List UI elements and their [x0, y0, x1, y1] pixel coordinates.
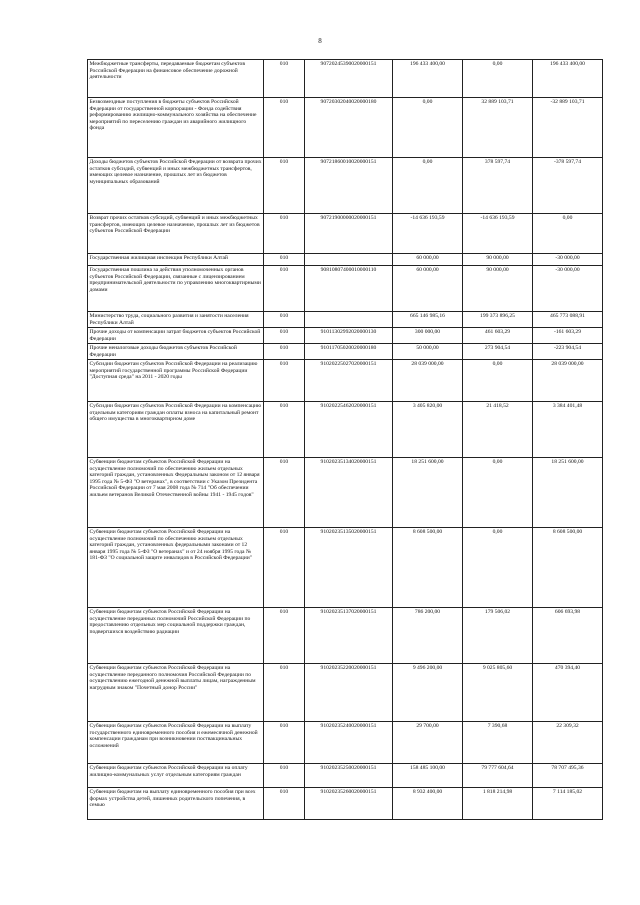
table-row: [88, 344, 603, 360]
row-kbk-cell: 91020235250020000151: [305, 764, 393, 788]
row-name-cell: Прочие доходы от компенсации затрат бюджетов субъектов Российской Федерации: [88, 328, 264, 344]
row-code-cell: 010: [264, 60, 305, 98]
row-kbk-cell: 91020235134020000151: [305, 458, 393, 528]
budget-revenue-table: [87, 59, 603, 820]
row-name-cell: Субвенции бюджетам субъектов Российской Федерации на осуществление полномочий по обеспечению жильем отдельных категорий граждан, установленных Федеральным законом от 12 января 1995 года № 5-ФЗ "О ветеранах", в соответствии с Указом Президента Российской Федерации от 7 мая 2008 года № 714 "Об обеспечении жильем ветеранов Великой Отечественной войны 1941 - 1945 годов": [88, 458, 264, 528]
executed-amount-cell: 21 418,52: [463, 402, 533, 458]
row-code-cell: 010: [264, 722, 305, 764]
table-row: [88, 722, 603, 764]
row-code-cell: 010: [264, 608, 305, 664]
remaining-amount-cell: -30 000,00: [533, 266, 603, 312]
remaining-amount-cell: 22 309,32: [533, 722, 603, 764]
row-code-cell: 010: [264, 312, 305, 328]
table-row: [88, 312, 603, 328]
executed-amount-cell: 273 904,54: [463, 344, 533, 360]
row-kbk-cell: [305, 312, 393, 328]
row-kbk-cell: 91020225027020000151: [305, 360, 393, 402]
row-code-cell: 010: [264, 344, 305, 360]
row-kbk-cell: 90721900000020000151: [305, 214, 393, 254]
remaining-amount-cell: 78 707 495,36: [533, 764, 603, 788]
remaining-amount-cell: -161 603,29: [533, 328, 603, 344]
approved-amount-cell: 9 496 200,00: [393, 664, 463, 722]
row-name-cell: Субсидии бюджетам субъектов Российской Федерации на компенсацию отдельным категориям граждан оплаты взноса на капитальный ремонт общего имущества в многоквартирном доме: [88, 402, 264, 458]
approved-amount-cell: 3 405 820,00: [393, 402, 463, 458]
row-code-cell: 010: [264, 764, 305, 788]
table-row: [88, 664, 603, 722]
executed-amount-cell: 0,00: [463, 458, 533, 528]
approved-amount-cell: 196 433 400,00: [393, 60, 463, 98]
approved-amount-cell: 8 608 500,00: [393, 528, 463, 608]
row-name-cell: Государственная пошлина за действия уполномоченных органов субъектов Российской Федерации, связанные с лицензированием предпринимательской деятельности по управлению многоквартирными домами: [88, 266, 264, 312]
approved-amount-cell: 50 000,00: [393, 344, 463, 360]
row-code-cell: 010: [264, 788, 305, 820]
executed-amount-cell: 79 777 604,64: [463, 764, 533, 788]
approved-amount-cell: 786 200,00: [393, 608, 463, 664]
row-name-cell: Субвенции бюджетам субъектов Российской Федерации на выплату государственного единовременного пособия и ежемесячной денежной компенсации гражданам при возникновении поствакцинальных осложнений: [88, 722, 264, 764]
remaining-amount-cell: 7 114 185,02: [533, 788, 603, 820]
executed-amount-cell: 0,00: [463, 528, 533, 608]
table-row: [88, 528, 603, 608]
approved-amount-cell: 60 000,00: [393, 266, 463, 312]
executed-amount-cell: -14 636 193,59: [463, 214, 533, 254]
executed-amount-cell: 9 025 805,60: [463, 664, 533, 722]
row-code-cell: 010: [264, 328, 305, 344]
approved-amount-cell: -14 636 193,59: [393, 214, 463, 254]
approved-amount-cell: 28 039 000,00: [393, 360, 463, 402]
row-kbk-cell: 91020225462020000151: [305, 402, 393, 458]
executed-amount-cell: 1 818 214,98: [463, 788, 533, 820]
row-kbk-cell: 90720302040020000180: [305, 98, 393, 158]
approved-amount-cell: 18 251 600,00: [393, 458, 463, 528]
remaining-amount-cell: -223 904,54: [533, 344, 603, 360]
approved-amount-cell: 8 932 400,00: [393, 788, 463, 820]
row-code-cell: 010: [264, 254, 305, 266]
remaining-amount-cell: -32 889 103,71: [533, 98, 603, 158]
executed-amount-cell: 90 000,00: [463, 266, 533, 312]
row-name-cell: Субвенции бюджетам на выплату единовременного пособия при всех формах устройства детей, лишенных родительского попечения, в семью: [88, 788, 264, 820]
executed-amount-cell: 461 603,29: [463, 328, 533, 344]
approved-amount-cell: 0,00: [393, 98, 463, 158]
remaining-amount-cell: 3 384 401,48: [533, 402, 603, 458]
row-code-cell: 010: [264, 98, 305, 158]
remaining-amount-cell: -378 597,74: [533, 158, 603, 214]
row-code-cell: 010: [264, 158, 305, 214]
executed-amount-cell: 32 889 103,71: [463, 98, 533, 158]
row-name-cell: Субвенции бюджетам субъектов Российской Федерации на осуществление полномочий по обеспечению жильем отдельных категорий граждан, установленных федеральными законами от 12 января 1995 года № 5-ФЗ "О ветеранах" и от 24 ноября 1995 года № 181-ФЗ "О социальной защите инвалидов в Российской Федерации": [88, 528, 264, 608]
row-kbk-cell: 91011705020020000180: [305, 344, 393, 360]
approved-amount-cell: 0,00: [393, 158, 463, 214]
row-kbk-cell: 91011302992020000130: [305, 328, 393, 344]
table-row: [88, 328, 603, 344]
executed-amount-cell: 0,00: [463, 360, 533, 402]
row-kbk-cell: 90810807400010000110: [305, 266, 393, 312]
row-name-cell: Государственная жилищная инспекция Республики Алтай: [88, 254, 264, 266]
table-row: [88, 214, 603, 254]
table-row: [88, 764, 603, 788]
executed-amount-cell: 7 390,68: [463, 722, 533, 764]
table-row: [88, 98, 603, 158]
remaining-amount-cell: 8 608 500,00: [533, 528, 603, 608]
table-body: [88, 60, 603, 820]
approved-amount-cell: 300 000,00: [393, 328, 463, 344]
remaining-amount-cell: 606 693,98: [533, 608, 603, 664]
row-name-cell: Доходы бюджетов субъектов Российской Федерации от возврата прочих остатков субсидий, субвенций и иных межбюджетных трансфертов, имеющих целевое назначение, прошлых лет из бюджетов муниципальных образований: [88, 158, 264, 214]
row-name-cell: Субвенции бюджетам субъектов Российской Федерации на осуществление переданного полномочия Российской Федерации по осуществлению ежегодной денежной выплаты лицам, награжденным нагрудным знаком "Почетный донор России": [88, 664, 264, 722]
executed-amount-cell: 0,00: [463, 60, 533, 98]
row-kbk-cell: 91020235240020000151: [305, 722, 393, 764]
approved-amount-cell: 158 485 100,00: [393, 764, 463, 788]
row-kbk-cell: 90720245390020000151: [305, 60, 393, 98]
approved-amount-cell: 60 000,00: [393, 254, 463, 266]
remaining-amount-cell: 0,00: [533, 214, 603, 254]
row-kbk-cell: 91020235260020000151: [305, 788, 393, 820]
table-row: [88, 608, 603, 664]
table-row: [88, 402, 603, 458]
approved-amount-cell: 29 700,00: [393, 722, 463, 764]
row-code-cell: 010: [264, 214, 305, 254]
remaining-amount-cell: 196 433 400,00: [533, 60, 603, 98]
table-row: [88, 158, 603, 214]
row-code-cell: 010: [264, 402, 305, 458]
row-code-cell: 010: [264, 458, 305, 528]
executed-amount-cell: 199 373 896,25: [463, 312, 533, 328]
row-name-cell: Субвенции бюджетам субъектов Российской Федерации на оплату жилищно-коммунальных услуг отдельным категориям граждан: [88, 764, 264, 788]
table-row: [88, 788, 603, 820]
row-name-cell: Межбюджетные трансферты, передаваемые бюджетам субъектов Российской Федерации на финансовое обеспечение дорожной деятельности: [88, 60, 264, 98]
row-kbk-cell: 91020235135020000151: [305, 528, 393, 608]
row-name-cell: Субсидии бюджетам субъектов Российской Федерации на реализацию мероприятий государственной программы Российской Федерации "Доступная среда" на 2011 - 2020 годы: [88, 360, 264, 402]
table-row: [88, 254, 603, 266]
remaining-amount-cell: 18 251 600,00: [533, 458, 603, 528]
executed-amount-cell: 179 506,02: [463, 608, 533, 664]
row-name-cell: Безвозмездные поступления в бюджеты субъектов Российской Федерации от государственной корпорации - Фонда содействия реформированию жилищно-коммунального хозяйства на обеспечение мероприятий по переселению граждан из аварийного жилищного фонда: [88, 98, 264, 158]
row-code-cell: 010: [264, 664, 305, 722]
table-row: [88, 458, 603, 528]
row-code-cell: 010: [264, 528, 305, 608]
row-kbk-cell: 91020235220020000151: [305, 664, 393, 722]
row-name-cell: Прочие неналоговые доходы бюджетов субъектов Российской Федерации: [88, 344, 264, 360]
table-row: [88, 60, 603, 98]
row-code-cell: 010: [264, 360, 305, 402]
row-name-cell: Министерство труда, социального развития и занятости населения Республики Алтай: [88, 312, 264, 328]
page-number: 8: [318, 37, 322, 45]
remaining-amount-cell: 465 773 088,91: [533, 312, 603, 328]
row-kbk-cell: 91020235137020000151: [305, 608, 393, 664]
row-code-cell: 010: [264, 266, 305, 312]
remaining-amount-cell: -30 000,00: [533, 254, 603, 266]
approved-amount-cell: 665 146 985,16: [393, 312, 463, 328]
row-name-cell: Субвенции бюджетам субъектов Российской Федерации на осуществление переданных полномочий Российской Федерации по предоставлению отдельных мер социальной поддержки граждан, подвергшихся воздействию радиации: [88, 608, 264, 664]
remaining-amount-cell: 28 039 000,00: [533, 360, 603, 402]
remaining-amount-cell: 470 394,40: [533, 664, 603, 722]
row-kbk-cell: 90721860010020000151: [305, 158, 393, 214]
executed-amount-cell: 378 597,74: [463, 158, 533, 214]
row-kbk-cell: [305, 254, 393, 266]
table-row: [88, 360, 603, 402]
row-name-cell: Возврат прочих остатков субсидий, субвенций и иных межбюджетных трансфертов, имеющих целевое назначение, прошлых лет из бюджетов субъектов Российской Федерации: [88, 214, 264, 254]
executed-amount-cell: 90 000,00: [463, 254, 533, 266]
table-row: [88, 266, 603, 312]
